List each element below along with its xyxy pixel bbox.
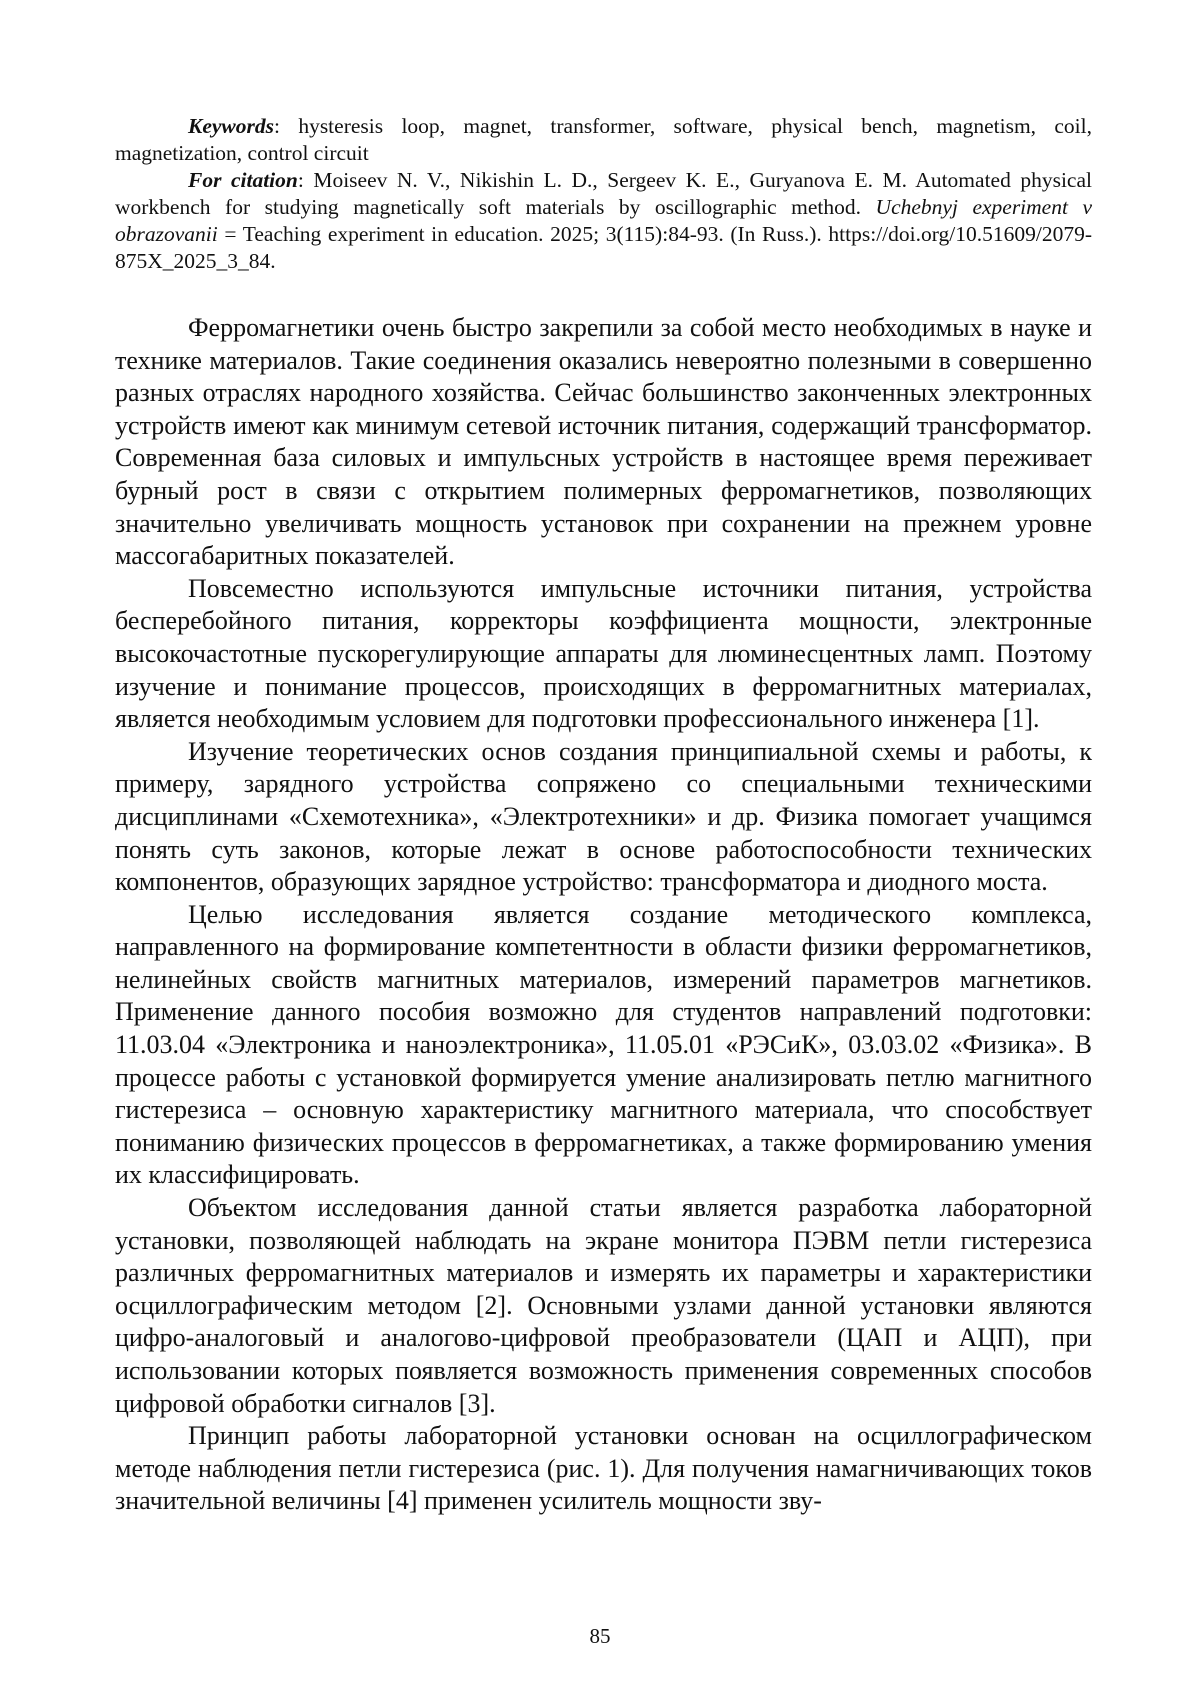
paragraph-4: Целью исследования является создание методического комплекса, направленного на формирование компетентности в области физики ферромагнетиков, нелинейных свойств магнитных материалов, измерений параметров магнетиков. Применение данного пособия возможно для студентов направлений подготовки: 11.03.04 «Электроника и наноэлектроника», 11.05.01 «РЭСиК», 03.03.02 «Физика». В процессе работы с установкой формируется умение анализировать петлю магнитного гистерезиса – основную характеристику магнитного материала, что способствует пониманию физических процессов в ферромагнетиках, а также формированию умения их классифицировать.	[115, 899, 1092, 1190]
citation-text-after: = Teaching experiment in education. 2025; 3(115):84-93. (In Russ.). https://doi.org/10.51609/2079-875X_2025_3_84.	[115, 222, 1092, 273]
body-text	[115, 312, 1092, 1518]
citation-text-before: : Moiseev N. V., Nikishin L. D., Sergeev K. E., Guryanova E. M. Automated physical workbench for studying magnetically soft materials by oscillographic method.	[115, 168, 1092, 219]
abstract-block	[115, 113, 1092, 275]
paragraph-2: Повсеместно используются импульсные источники питания, устройства бесперебойного питания, корректоры коэффициента мощности, электронные высокочастотные пускорегулирующие аппараты для люминесцентных ламп. Поэтому изучение и понимание процессов, происходящих в ферромагнитных материалах, является необходимым условием для подготовки профессионального инженера [1].	[115, 573, 1092, 734]
paragraph-1: Ферромагнетики очень быстро закрепили за собой место необходимых в науке и технике материалов. Такие соединения оказались невероятно полезными в совершенно разных отраслях народного хозяйства. Сейчас большинство законченных электронных устройств имеют как минимум сетевой источник питания, содержащий трансформатор. Современная база силовых и импульсных устройств в настоящее время переживает бурный рост в связи с открытием полимерных ферромагнетиков, позволяющих значительно увеличивать мощность установок при сохранении на прежнем уровне массогабаритных показателей.	[115, 313, 1092, 571]
page-number: 85	[589, 1624, 611, 1648]
paragraph-6: Принцип работы лабораторной установки основан на осциллографическом методе наблюдения петли гистерезиса (рис. 1). Для получения намагничивающих токов значительной величины [4] применен усилитель мощности зву-	[115, 1421, 1092, 1516]
keywords-text: : hysteresis loop, magnet, transformer, software, physical bench, magnetism, coil, magnetization, control circuit	[115, 114, 1092, 165]
citation-journal: Uchebnyj experiment v obrazovanii	[115, 195, 1093, 246]
keywords-label: Keywords	[188, 114, 274, 138]
paragraph-3: Изучение теоретических основ создания принципиальной схемы и работы, к примеру, зарядного устройства сопряжено со специальными техническими дисциплинами «Схемотехника», «Электротехники» и др. Физика помогает учащимся понять суть законов, которые лежат в основе работоспособности технических компонентов, образующих зарядное устройство: трансформатора и диодного моста.	[115, 736, 1092, 897]
citation-label: For citation	[188, 168, 298, 192]
citation-line	[115, 167, 1092, 275]
keywords-line	[115, 113, 1092, 167]
paragraph-5: Объектом исследования данной статьи является разработка лабораторной установки, позволяющей наблюдать на экране монитора ПЭВМ петли гистерезиса различных ферромагнитных материалов и измерять их параметры и характеристики осциллографическим методом [2]. Основными узлами данной установки являются цифро-аналоговый и аналогово-цифровой преобразователи (ЦАП и АЦП), при использовании которых появляется возможность применения современных способов цифровой обработки сигналов [3].	[115, 1193, 1092, 1418]
